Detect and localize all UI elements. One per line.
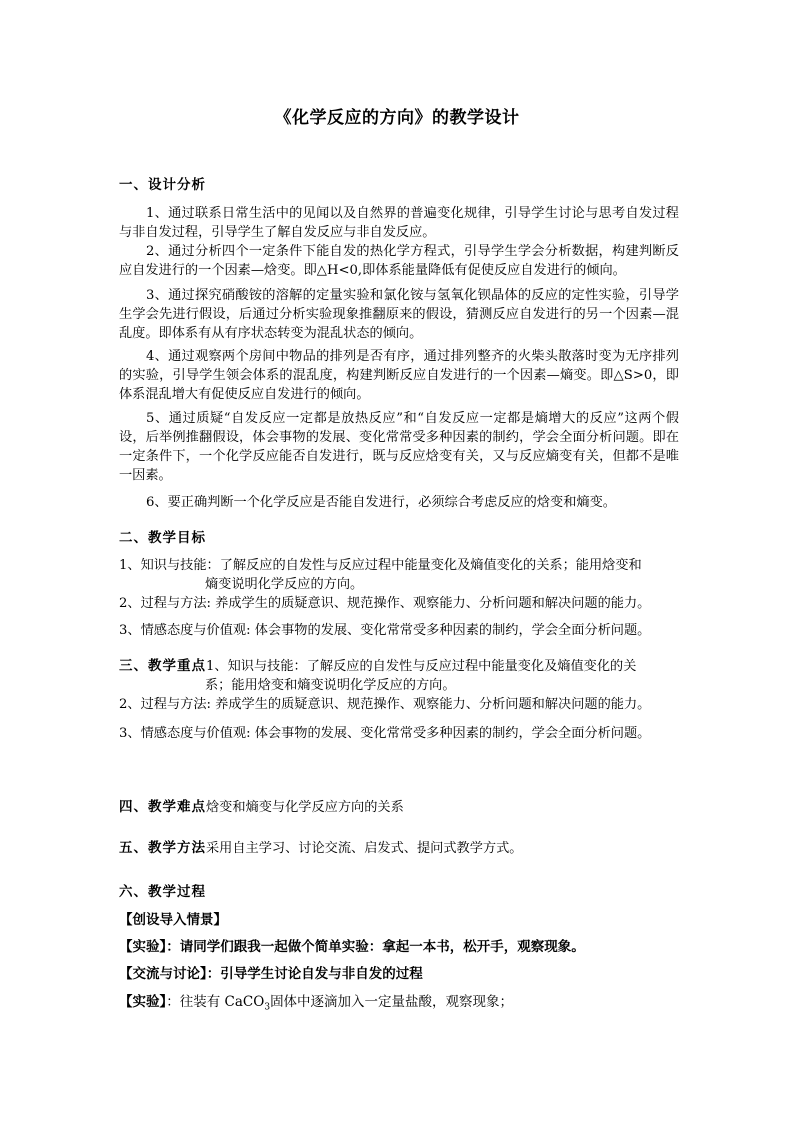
- goal-item-3: 3、情感态度与价值观: 体会事物的发展、变化常常受多种因素的制约，学会全面分析问题。: [119, 623, 651, 638]
- goal-item-1-line-1: 1、知识与技能：了解反应的自发性与反应过程中能量变化及熵值变化的关系；能用焓变和: [119, 558, 642, 573]
- analysis-paragraph-2: 2、通过分析四个一定条件下能自发的热化学方程式，引导学生学会分析数据，构建判断反应自发进行的一个因素—焓变。即△H<0,即体系能量降低有促使反应自发进行的倾向。: [119, 244, 679, 278]
- analysis-paragraph-1: 1、通过联系日常生活中的见闻以及自然界的普遍变化规律，引导学生讨论与思考自发过程与非自发过程，引导学生了解自发反应与非自发反应。: [119, 206, 679, 240]
- goal-item-2: 2、过程与方法: 养成学生的质疑意识、规范操作、观察能力、分析问题和解决问题的能力。: [119, 596, 651, 611]
- analysis-paragraph-3: 3、通过探究硝酸铵的溶解的定量实验和氯化铵与氢氧化钡晶体的反应的定性实验，引导学生学会先进行假设，后通过分析实验现象推翻原来的假设，猜测反应自发进行的另一个因素—混乱度。即体系有从有序状态转变为混乱状态的倾向。: [119, 288, 679, 341]
- analysis-paragraph-5: 5、通过质疑“自发反应一定都是放热反应”和“自发反应一定都是熵增大的反应”这两个假设，后举例推翻假设，体会事物的发展、变化常常受多种因素的制约，学会全面分析问题。即在一定条件下，一个化学反应能否自发进行，既与反应焓变有关，又与反应熵变有关，但都不是唯一因素。: [119, 411, 679, 483]
- goal-item-1-line-2: 熵变说明化学反应的方向。: [205, 577, 364, 592]
- process-experiment-2: [119, 990, 513, 1013]
- section-heading-teaching-process: 六、教学过程: [119, 884, 206, 900]
- section-heading-key-points: 三、教学重点: [119, 658, 206, 674]
- goal-item-1: [119, 556, 684, 594]
- key-item-3: 3、情感态度与价值观: 体会事物的发展、变化常常受多种因素的制约，学会全面分析问题。: [119, 726, 651, 741]
- key-item-2: 2、过程与方法: 养成学生的质疑意识、规范操作、观察能力、分析问题和解决问题的能力。: [119, 697, 651, 712]
- key-item-1-line-2: 系；能用焓变和熵变说明化学反应的方向。: [205, 678, 456, 693]
- section-heading-difficulties: 四、教学难点: [119, 799, 206, 815]
- process-experiment-2-text-b: 固体中逐滴加入一定量盐酸，观察现象；: [270, 994, 514, 1010]
- section-heading-teaching-goals: 二、教学目标: [119, 530, 206, 546]
- document-title: 《化学反应的方向》的教学设计: [274, 108, 520, 128]
- process-experiment-2-text-a: ：往装有 CaCO: [166, 994, 265, 1010]
- process-scenario-title: 【创设导入情景】: [119, 912, 227, 928]
- section-heading-methods: 五、教学方法: [119, 840, 206, 856]
- section-heading-design-analysis: 一、设计分析: [119, 177, 206, 193]
- analysis-paragraph-4: 4、通过观察两个房间中物品的排列是否有序，通过排列整齐的火柴头散落时变为无序排列的实验，引导学生领会体系的混乱度，构建判断反应自发进行的一个因素—熵变。即△S>0，即体系混乱增大有促使反应自发进行的倾向。: [119, 349, 679, 402]
- process-experiment-1: 【实验】：请同学们跟我一起做个简单实验：拿起一本书，松开手，观察现象。: [119, 939, 585, 955]
- process-experiment-2-subscript: 3: [264, 1002, 271, 1013]
- method-line: [119, 839, 684, 858]
- key-points-block: [119, 657, 684, 695]
- difficulty-text: 焓变和熵变与化学反应方向的关系: [206, 800, 404, 815]
- method-text: 采用自主学习、讨论交流、启发式、提问式教学方式。: [206, 841, 523, 856]
- process-experiment-2-label: 【实验】: [119, 994, 167, 1010]
- analysis-paragraph-6: 6、要正确判断一个化学反应是否能自发进行，必须综合考虑反应的焓变和熵变。: [146, 495, 616, 510]
- difficulty-line: [119, 798, 684, 817]
- key-item-1-line-1: 1、知识与技能：了解反应的自发性与反应过程中能量变化及熵值变化的关: [206, 659, 637, 674]
- process-discussion: 【交流与讨论】：引导学生讨论自发与非自发的过程: [119, 966, 423, 982]
